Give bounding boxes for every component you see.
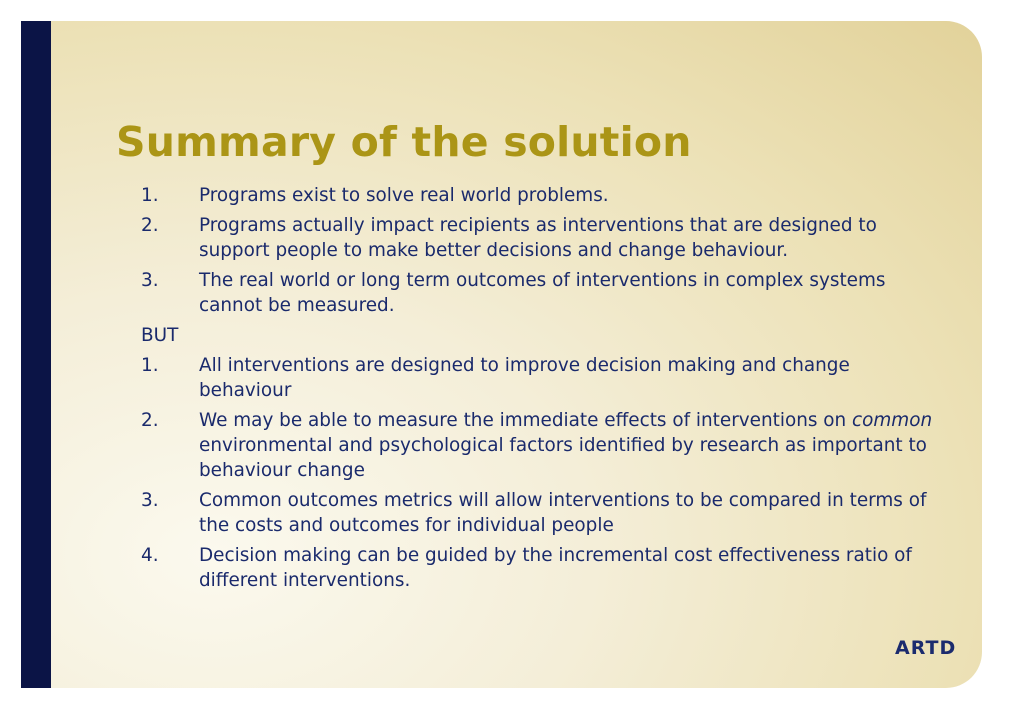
list-text-part: environmental and psychological factors identified by research as important to behaviour change bbox=[199, 435, 927, 481]
separator-text: BUT bbox=[141, 325, 179, 346]
list-item bbox=[141, 213, 941, 263]
list-item bbox=[141, 488, 941, 538]
list-text bbox=[199, 408, 941, 483]
list-text: Common outcomes metrics will allow interventions to be compared in terms of the costs and outcomes for individual people bbox=[199, 490, 927, 536]
list-number: 3. bbox=[141, 270, 159, 291]
list-number: 3. bbox=[141, 490, 159, 511]
list-item bbox=[141, 543, 941, 593]
list-text: The real world or long term outcomes of interventions in complex systems cannot be measured. bbox=[199, 270, 886, 316]
list-text: Programs actually impact recipients as interventions that are designed to support people to make better decisions and change behaviour. bbox=[199, 215, 877, 261]
side-bar bbox=[21, 21, 51, 688]
slide-title: Summary of the solution bbox=[116, 118, 692, 166]
list-text-part: We may be able to measure the immediate effects of interventions on bbox=[199, 410, 853, 431]
list-text: Decision making can be guided by the incremental cost effectiveness ratio of different interventions. bbox=[199, 545, 912, 591]
list-text: All interventions are designed to improve decision making and change behaviour bbox=[199, 355, 850, 401]
emphasis-text: common bbox=[852, 410, 933, 431]
slide bbox=[21, 21, 982, 688]
list-number: 2. bbox=[141, 410, 159, 431]
list-number: 2. bbox=[141, 215, 159, 236]
separator-line bbox=[141, 323, 941, 348]
artd-logo: ARTD bbox=[895, 637, 957, 659]
list-item bbox=[141, 183, 941, 208]
list-item bbox=[141, 353, 941, 403]
list-item bbox=[141, 408, 941, 483]
list-item bbox=[141, 268, 941, 318]
list-text: Programs exist to solve real world problems. bbox=[199, 185, 609, 206]
list-number: 1. bbox=[141, 355, 159, 376]
list-number: 1. bbox=[141, 185, 159, 206]
list-number: 4. bbox=[141, 545, 159, 566]
body-list bbox=[141, 183, 941, 598]
